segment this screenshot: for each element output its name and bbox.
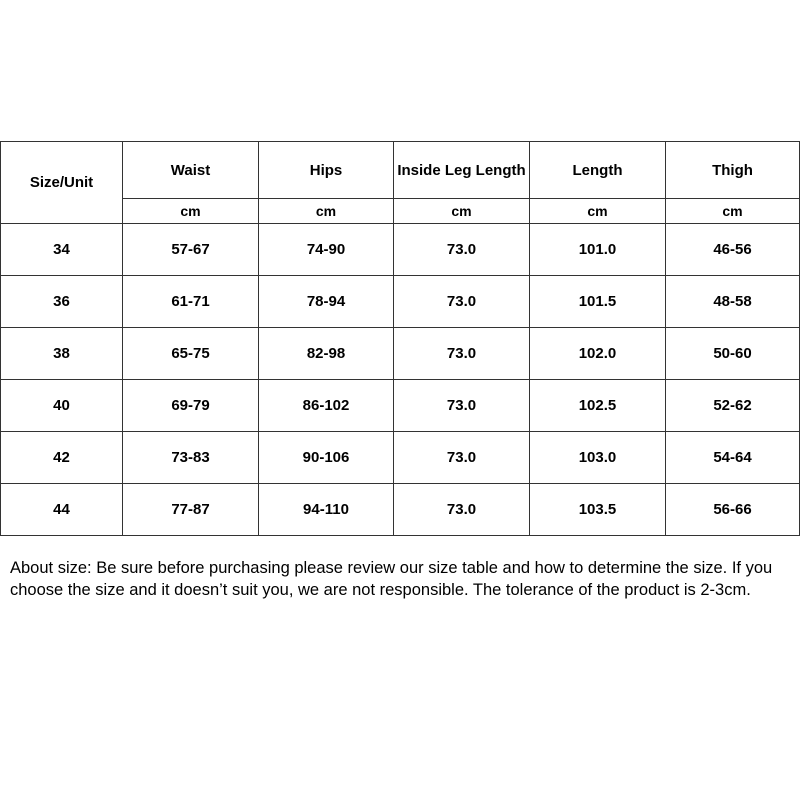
table-cell: 90-106 [259, 432, 394, 484]
table-cell: 56-66 [666, 484, 800, 536]
table-cell: 73.0 [394, 484, 530, 536]
table-cell: 77-87 [123, 484, 259, 536]
table-cell: 103.5 [530, 484, 666, 536]
size-chart-table [0, 141, 800, 536]
table-cell: 48-58 [666, 276, 800, 328]
table-row [1, 380, 800, 432]
table-cell: 78-94 [259, 276, 394, 328]
size-cell: 38 [1, 328, 123, 380]
table-cell: 101.5 [530, 276, 666, 328]
column-header-hips: Hips [259, 142, 394, 199]
table-header-row [1, 142, 800, 199]
unit-cell: cm [259, 199, 394, 224]
table-cell: 74-90 [259, 224, 394, 276]
table-row [1, 276, 800, 328]
unit-cell: cm [530, 199, 666, 224]
size-cell: 40 [1, 380, 123, 432]
column-header-thigh: Thigh [666, 142, 800, 199]
size-unit-header: Size/Unit [1, 142, 123, 224]
unit-cell: cm [666, 199, 800, 224]
column-header-inside-leg-length: Inside Leg Length [394, 142, 530, 199]
size-disclaimer-note: About size: Be sure before purchasing please review our size table and how to determine the size. If you choose the size and it doesn’t suit you, we are not responsible. The tolerance of the product is 2-3cm. [10, 558, 773, 599]
table-row [1, 432, 800, 484]
unit-cell: cm [123, 199, 259, 224]
table-cell: 52-62 [666, 380, 800, 432]
table-row [1, 484, 800, 536]
table-cell: 103.0 [530, 432, 666, 484]
size-cell: 44 [1, 484, 123, 536]
table-cell: 57-67 [123, 224, 259, 276]
table-cell: 61-71 [123, 276, 259, 328]
table-cell: 73.0 [394, 328, 530, 380]
unit-cell: cm [394, 199, 530, 224]
table-cell: 46-56 [666, 224, 800, 276]
table-cell: 65-75 [123, 328, 259, 380]
size-cell: 34 [1, 224, 123, 276]
table-cell: 82-98 [259, 328, 394, 380]
table-cell: 101.0 [530, 224, 666, 276]
column-header-waist: Waist [123, 142, 259, 199]
table-cell: 50-60 [666, 328, 800, 380]
table-cell: 73.0 [394, 224, 530, 276]
column-header-length: Length [530, 142, 666, 199]
table-cell: 94-110 [259, 484, 394, 536]
table-cell: 102.0 [530, 328, 666, 380]
size-cell: 36 [1, 276, 123, 328]
table-row [1, 224, 800, 276]
table-cell: 54-64 [666, 432, 800, 484]
table-cell: 73.0 [394, 380, 530, 432]
table-cell: 73.0 [394, 276, 530, 328]
table-cell: 69-79 [123, 380, 259, 432]
size-cell: 42 [1, 432, 123, 484]
table-cell: 73-83 [123, 432, 259, 484]
table-row [1, 328, 800, 380]
table-cell: 73.0 [394, 432, 530, 484]
table-cell: 102.5 [530, 380, 666, 432]
table-cell: 86-102 [259, 380, 394, 432]
